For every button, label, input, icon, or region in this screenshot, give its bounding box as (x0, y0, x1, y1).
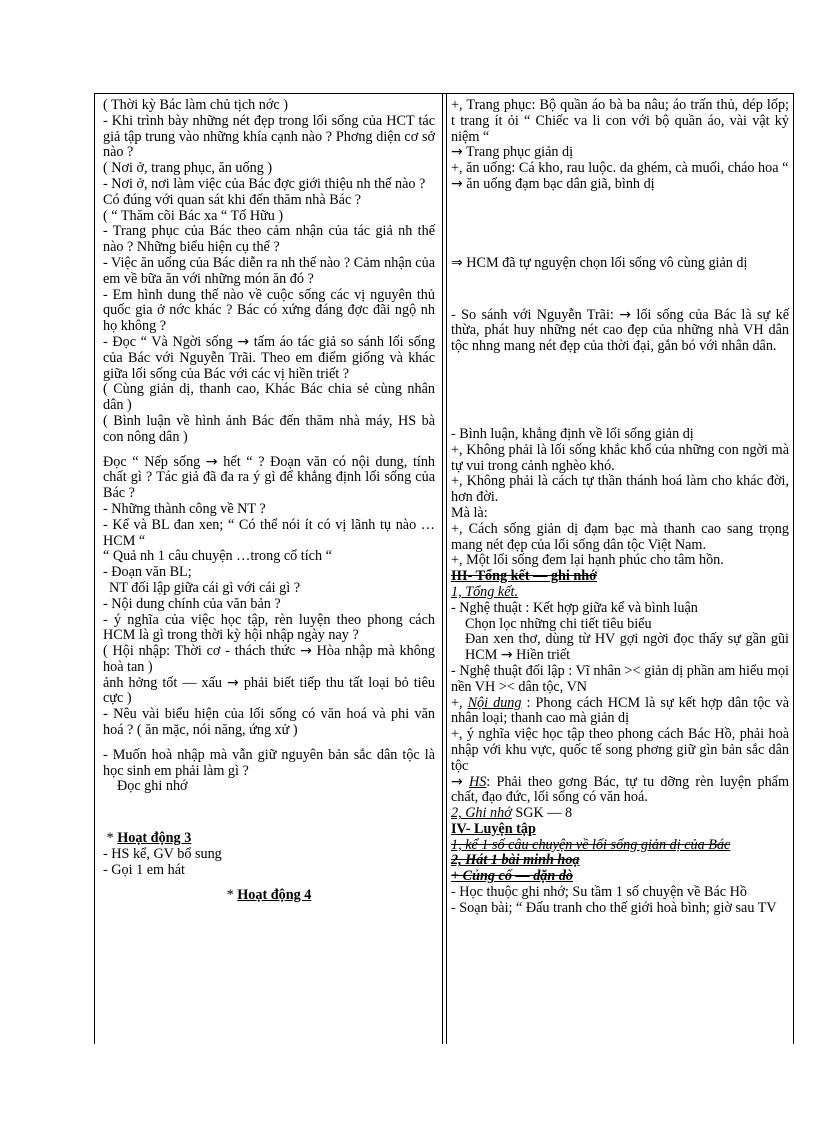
arrow-icon: → (451, 175, 463, 192)
text-line: +, ăn uống: Cá kho, rau luộc. da ghém, cà muối, cháo hoa “ (451, 160, 789, 177)
text-line: “ Quả nh 1 câu chuyện …trong cổ tích “ (103, 548, 332, 565)
text-line: ( Thời kỳ Bác làm chủ tịch nớc ) (103, 97, 288, 113)
text-line (451, 775, 789, 807)
text-line: ( Cùng giản dị, thanh cao, Khác Bác chia sẻ cùng nhân dân ) (103, 381, 435, 414)
arrow-icon: → (205, 453, 218, 470)
star-icon: * (106, 830, 114, 847)
text-line (451, 256, 789, 272)
text-line: - Nội dung chính của văn bản ? (103, 595, 281, 612)
subheading: 1, kể 1 số câu chuyện về lối sống giản dị của Bác (451, 836, 731, 853)
text-line (451, 632, 789, 664)
text-line: ( Bình luận về hình ảnh Bác đến thăm nhà máy, HS bà con nông dân ) (103, 412, 435, 445)
text-line: - Nghệ thuật đối lập : Vĩ nhân >< giản dị phần am hiểu mọi nền VH >< dân tộc, VN (451, 662, 789, 695)
text-line: Mà là: (451, 504, 488, 521)
text-span: : Phải theo gơng Bác, tự tu dỡng rèn luyện phẩm chất, đạo đức, lối sống có văn hoá. (451, 773, 789, 806)
subheading: 2, Hát 1 bài minh hoạ (451, 852, 580, 869)
text-line (103, 644, 435, 676)
text-line: - Bình luận, khẳng định về lối sống giản dị (451, 425, 694, 442)
activity-3-heading (103, 831, 435, 847)
text-line: - Khi trình bày những nét đẹp trong lối sống của HCT tác giả tập trung vào những khía cạnh nào ? Phơng diện cơ sở nào ? (103, 112, 435, 161)
text-line: +, Cách sống giản dị đạm bạc mà thanh cao sang trọng mang nét đẹp của lối sống dân tộc Việt Nam. (451, 520, 789, 553)
activity-4-heading (103, 888, 435, 904)
text-line: - Em hình dung thế nào về cuộc sống các vị nguyên thủ quốc gia ở nớc khác ? Bác có xứng đáng đợc đãi ngộ nh họ không ? (103, 286, 435, 335)
text-line: ( “ Thăm cõi Bác xa “ Tố Hữu ) (103, 207, 284, 224)
subheading: 1, Tổng kết. (451, 583, 518, 600)
text-line: - HS kể, GV bổ sung (103, 846, 222, 863)
text-line: +, Một lối sống đem lại hạnh phúc cho tâm hồn. (451, 552, 724, 569)
text-line: Có đúng với quan sát khi đến thăm nhà Bác ? (103, 191, 362, 208)
text-span: HCM đã tự nguyện chọn lối sống vô cùng giản dị (466, 254, 748, 271)
arrow-icon: → (237, 333, 250, 350)
arrow-icon: → (451, 144, 463, 161)
heading-text: Hoạt động 4 (237, 886, 312, 903)
text-line: NT đối lập giữa cái gì với cái gì ? (109, 579, 301, 596)
text-span: phải biết tiếp thu tất loại bỏ tiêu cực ) (103, 674, 436, 707)
arrow-icon: → (451, 773, 463, 790)
text-line: Đọc ghi nhớ (117, 778, 188, 795)
text-line: +, Không phải là lối sống khắc khổ của những con ngời mà tự vui trong cảnh nghèo khó. (451, 441, 789, 474)
text-span: Hiền triết (516, 647, 571, 664)
section-heading: IV- Luyện tập (451, 820, 536, 837)
text-span: Đọc “ Nếp sống (103, 453, 201, 470)
column-divider (442, 94, 447, 1044)
text-line: - Gọi 1 em hát (103, 861, 185, 878)
text-line: - Kể và BL đan xen; “ Có thể nói ít có vị lãnh tụ nào …HCM “ (103, 516, 435, 549)
text-span: 2, Ghi nhớ (451, 805, 512, 822)
arrow-icon: → (300, 643, 312, 660)
section-heading: III- Tổng kết — ghi nhớ (451, 568, 597, 585)
text-span: HS (468, 773, 487, 790)
text-span: SGK — 8 (515, 805, 573, 822)
text-span: - So sánh với Nguyễn Trãi: (451, 306, 614, 323)
text-span: ( Hội nhập: Thời cơ - thách thức (103, 643, 296, 660)
teacher-activity-column (103, 98, 435, 903)
subheading: + Củng cố — dặn dò (451, 868, 574, 885)
text-span: Nội dung (467, 694, 522, 711)
text-line: - Trang phục của Bác theo cảm nhận của tác giả nh thế nào ? Những biểu hiện cụ thể ? (103, 223, 435, 256)
text-line (103, 335, 435, 382)
text-line: - Nêu vài biểu hiện của lối sống có văn hoá và phi văn hoá ? ( ăn mặc, nói năng, ứng xử ) (103, 706, 435, 739)
text-line: - ý nghĩa của việc học tập, rèn luyện theo phong cách HCM là gì trong thời kỳ hội nhập ngày nay ? (103, 611, 435, 644)
lesson-table (94, 93, 794, 1044)
text-span: ăn uống đạm bạc dân giã, bình dị (466, 175, 655, 192)
arrow-icon: → (500, 647, 513, 664)
double-arrow-icon: ⇒ (451, 254, 463, 271)
content-column (451, 98, 789, 917)
text-line: - Việc ăn uống của Bác diễn ra nh thế nào ? Cảm nhận của em về bữa ăn với những món ăn đó ? (103, 254, 435, 287)
text-line (103, 676, 435, 708)
star-icon: * (226, 886, 234, 903)
text-line (451, 308, 789, 355)
text-line (451, 696, 789, 728)
text-span: : Phong cách HCM là sự kết hợp dân tộc và nhân loại; thanh cao mà giản dị (451, 694, 790, 727)
arrow-icon: → (619, 306, 631, 323)
text-line: Chọn lọc những chi tiết tiêu biểu (465, 615, 652, 632)
text-line (451, 145, 789, 161)
text-line (451, 177, 789, 193)
text-line: +, Trang phục: Bộ quần áo bà ba nâu; áo trấn thủ, dép lốp; t trang ít ỏi “ Chiếc va li con với bộ quần áo, vài vật kỷ niệm “ (451, 97, 789, 145)
text-span: Hòa nhập mà không hoà tan ) (103, 643, 435, 675)
text-span: tấm áo tác giả so sánh lối sống của Bác với Nguyễn Trãi. Theo em điểm giống và khác giữa lối sống của Bác với các vị hiền triết ? (103, 333, 436, 382)
text-span: +, (451, 694, 463, 711)
text-span: ảnh hởng tốt — xấu (103, 674, 223, 691)
text-line: +, Không phải là cách tự thần thánh hoá làm cho khác đời, hơn đời. (451, 473, 789, 506)
text-line: - Muốn hoà nhập mà vẫn giữ nguyên bản sắc dân tộc là học sinh em phải làm gì ? (103, 746, 435, 779)
arrow-icon: → (227, 674, 239, 691)
text-line (451, 806, 789, 822)
text-span: Đan xen thơ, dùng từ HV gợi ngời đọc thấy sự gần gũi HCM (465, 631, 789, 664)
text-line: - Soạn bài; “ Đấu tranh cho thế giới hoà bình; giờ sau TV (451, 899, 777, 916)
text-line (103, 455, 435, 502)
text-line: - Đoạn văn BL; (103, 564, 192, 581)
text-span: lối sống của Bác là sự kế thừa, phát huy những nét cao đẹp của những nhà VH dân tộc nhng mang nét đẹp của thời đại, gắn bó với nhân dân. (451, 306, 790, 355)
text-span: - Đọc “ Và Ngời sống (103, 333, 233, 350)
text-line: - Những thành công về NT ? (103, 500, 266, 517)
text-line: +, ý nghĩa việc học tập theo phong cách Bác Hồ, phải hoà nhập với khu vực, quốc tế song phơng giữ gìn bản sắc dân tộc (451, 726, 789, 774)
text-span: Trang phục giản dị (466, 144, 574, 161)
text-span: hết “ ? Đoạn văn có nội dung, tính chất gì ? Tác giả đã đa ra ý gì để khẳng định lối sống của Bác ? (103, 453, 436, 502)
heading-text: Hoạt động 3 (117, 830, 192, 847)
text-line: - Học thuộc ghi nhớ; Su tầm 1 số chuyện về Bác Hồ (451, 884, 747, 901)
text-line: - Nghệ thuật : Kết hợp giữa kể và bình luận (451, 599, 698, 616)
text-line: ( Nơi ở, trang phục, ăn uống ) (103, 160, 273, 177)
text-line: - Nơi ở, nơi làm việc của Bác đợc giới thiệu nh thế nào ? (103, 175, 426, 192)
